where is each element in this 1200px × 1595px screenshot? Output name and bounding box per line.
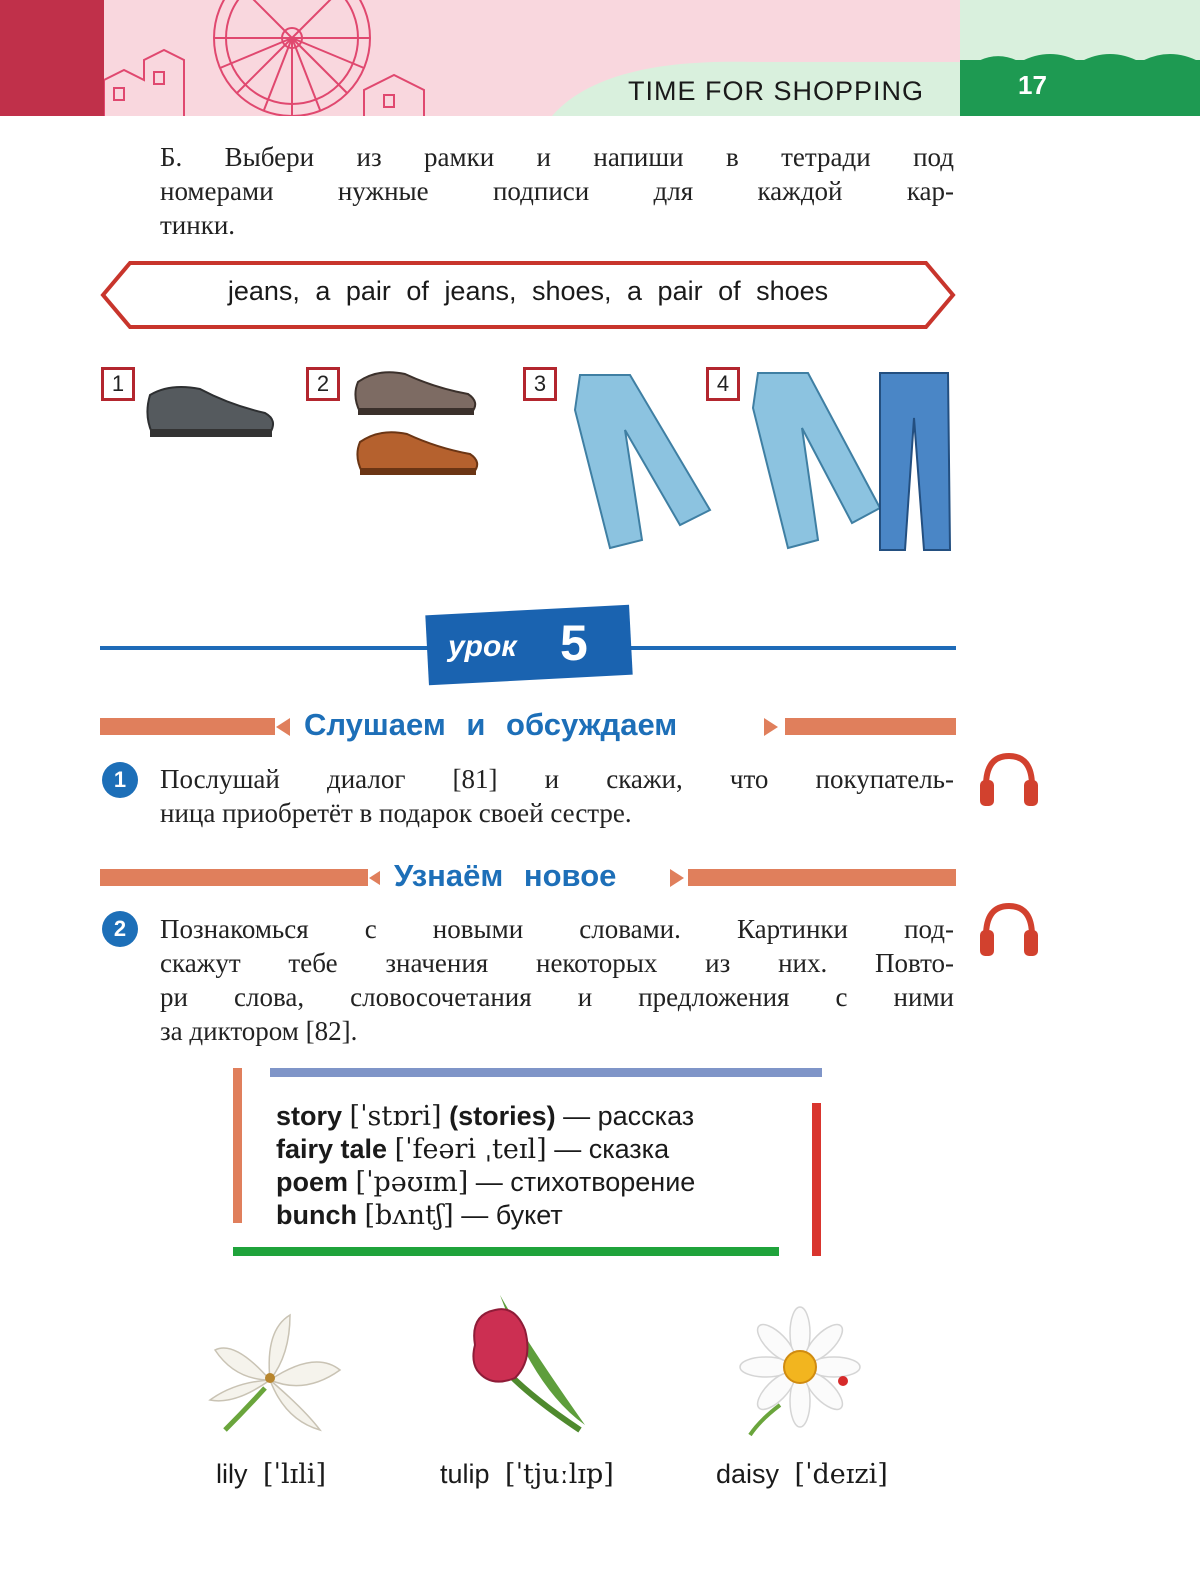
- single-shoe-icon: [140, 375, 280, 445]
- exercise-2-line-2: скажут тебе значения некоторых из них. Повто-: [160, 948, 954, 978]
- lily-icon: [195, 1310, 345, 1440]
- flower-word: daisy: [716, 1459, 780, 1489]
- vocab-ipa: [ˈpəʊɪm]: [355, 1167, 469, 1198]
- task-b-line-2: номерами нужные подписи для каждой кар-: [160, 176, 954, 206]
- vocab-ipa: [ˈstɒri]: [349, 1101, 442, 1132]
- page-number: 17: [1018, 70, 1047, 100]
- task-b-instructions: [160, 140, 954, 242]
- flower-word: tulip: [440, 1459, 490, 1489]
- vocab-translation: — букет: [461, 1200, 563, 1230]
- tulip-icon: [455, 1290, 595, 1440]
- exercise-2-line-4: за диктором [82].: [160, 1016, 358, 1046]
- flower-ipa: [ˈtjuːlɪp]: [505, 1459, 614, 1490]
- task-b-line-3: тинки.: [160, 210, 236, 240]
- headphones-icon[interactable]: [978, 750, 1040, 808]
- exercise-1-text: [160, 762, 954, 830]
- picture-number-1: 1: [101, 367, 135, 401]
- lesson-number: 5: [560, 615, 588, 671]
- vocab-border-bottom: [233, 1247, 779, 1256]
- section-title-listen: Слушаем и обсуждаем: [290, 707, 691, 743]
- flower-label-daisy: [716, 1459, 888, 1490]
- vocab-border-top: [270, 1068, 822, 1077]
- vocab-item: [276, 1133, 695, 1166]
- vocab-translation: — рассказ: [563, 1101, 695, 1131]
- word-frame-text: jeans, a pair of jeans, shoes, a pair of shoes: [227, 276, 829, 306]
- flower-label-lily: [216, 1459, 326, 1490]
- page-title: TIME FOR SHOPPING: [628, 76, 925, 106]
- header-red-block: [0, 0, 104, 116]
- vocab-item: [276, 1100, 695, 1133]
- vocab-extra: (stories): [449, 1101, 556, 1131]
- vocab-border-right: [812, 1103, 821, 1256]
- exercise-2-line-1: Познакомься с новыми словами. Картинки под-: [160, 914, 954, 944]
- vocab-word: bunch: [276, 1200, 357, 1230]
- headphones-icon[interactable]: [978, 900, 1040, 958]
- exercise-2-text: [160, 912, 954, 1048]
- daisy-icon: [730, 1305, 870, 1440]
- flower-word: lily: [216, 1459, 248, 1489]
- lesson-word: урок: [448, 630, 517, 663]
- chevron-right-icon: [764, 718, 778, 736]
- two-jeans-icon: [750, 368, 955, 558]
- picture-number-3: 3: [523, 367, 557, 401]
- vocab-word: story: [276, 1101, 343, 1131]
- chevron-right-icon: [670, 869, 684, 887]
- flower-ipa: [ˈlɪli]: [263, 1459, 327, 1490]
- exercise-1-line-2: ница приобретёт в подарок своей сестре.: [160, 798, 632, 828]
- vocab-translation: — сказка: [554, 1134, 670, 1164]
- vocab-word: poem: [276, 1167, 349, 1197]
- jeans-icon: [570, 370, 720, 555]
- vocab-border-left: [233, 1068, 242, 1223]
- vocab-list: [276, 1100, 695, 1232]
- picture-number-2: 2: [306, 367, 340, 401]
- exercise-1-line-1: Послушай диалог [81] и скажи, что покупатель-: [160, 764, 954, 794]
- vocab-translation: — стихотворение: [475, 1167, 696, 1197]
- vocab-ipa: [ˈfeəri ˌteɪl]: [394, 1134, 547, 1165]
- vocab-item: [276, 1199, 695, 1232]
- exercise-2-number: 2: [102, 911, 138, 947]
- vocab-item: [276, 1166, 695, 1199]
- exercise-2-line-3: ри слова, словосочетания и предложения с ними: [160, 982, 954, 1012]
- header-green-wave: [960, 44, 1200, 74]
- flower-ipa: [ˈdeɪzi]: [794, 1459, 888, 1490]
- picture-number-4: 4: [706, 367, 740, 401]
- chevron-left-icon: [276, 718, 290, 736]
- pair-of-shoes-icon: [350, 360, 485, 500]
- vocab-word: fairy tale: [276, 1134, 388, 1164]
- flower-label-tulip: [440, 1459, 614, 1490]
- vocab-ipa: [bʌntʃ]: [364, 1200, 454, 1231]
- exercise-1-number: 1: [102, 762, 138, 798]
- task-b-line-1: Б. Выбери из рамки и напиши в тетради под: [160, 142, 954, 172]
- section-title-learn: Узнаём новое: [380, 858, 630, 894]
